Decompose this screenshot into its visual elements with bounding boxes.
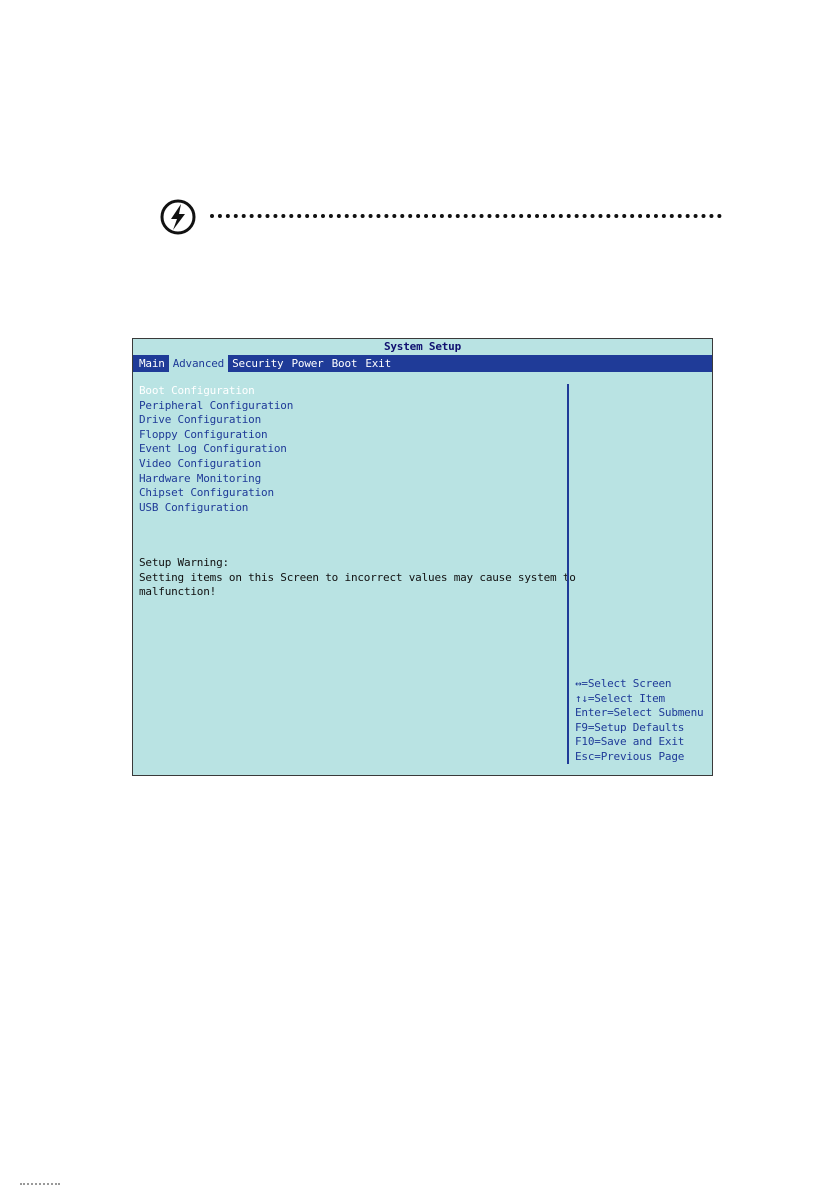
item-usb-configuration[interactable]: USB Configuration: [139, 500, 249, 514]
setup-warning-line2: malfunction!: [139, 585, 217, 599]
bios-setup-screen: [132, 338, 713, 776]
item-hardware-monitoring[interactable]: Hardware Monitoring: [139, 471, 262, 485]
menu-tab-power[interactable]: Power: [291, 357, 324, 370]
setup-warning-heading: Setup Warning:: [139, 556, 229, 569]
help-setup-defaults: F9=Setup Defaults: [575, 720, 685, 734]
help-previous-page: Esc=Previous Page: [575, 749, 685, 763]
help-select-screen: ↔=Select Screen: [575, 677, 672, 690]
item-boot-configuration[interactable]: Boot Configuration: [139, 384, 255, 397]
menu-tab-boot[interactable]: Boot: [331, 357, 358, 370]
menu-tab-advanced[interactable]: Advanced: [169, 355, 228, 372]
item-floppy-configuration[interactable]: Floppy Configuration: [139, 427, 268, 441]
menu-tab-exit[interactable]: Exit: [365, 357, 392, 370]
help-select-item: ↑↓=Select Item: [575, 691, 665, 705]
dotted-rule: [210, 214, 722, 218]
item-chipset-configuration[interactable]: Chipset Configuration: [139, 486, 274, 500]
bios-menubar: [133, 355, 712, 372]
menu-tab-security[interactable]: Security: [232, 357, 284, 370]
setup-warning: [139, 556, 576, 600]
help-select-submenu: Enter=Select Submenu: [575, 706, 704, 720]
bios-title: System Setup: [133, 339, 712, 355]
key-help-pane: [575, 677, 710, 765]
help-save-exit: F10=Save and Exit: [575, 735, 685, 749]
pane-divider: [567, 384, 569, 764]
item-event-log-configuration[interactable]: Event Log Configuration: [139, 442, 287, 456]
advanced-item-list: [139, 384, 559, 515]
item-video-configuration[interactable]: Video Configuration: [139, 456, 262, 470]
item-peripheral-configuration[interactable]: Peripheral Configuration: [139, 398, 294, 412]
warning-notice: [160, 199, 722, 235]
bios-body: [133, 372, 712, 775]
menu-tab-main[interactable]: Main: [139, 357, 165, 370]
lightning-warning-icon: [160, 199, 196, 235]
page-edge-mark: [20, 1183, 60, 1188]
item-drive-configuration[interactable]: Drive Configuration: [139, 413, 262, 427]
setup-warning-line1: Setting items on this Screen to incorrect values may cause system to: [139, 570, 576, 584]
